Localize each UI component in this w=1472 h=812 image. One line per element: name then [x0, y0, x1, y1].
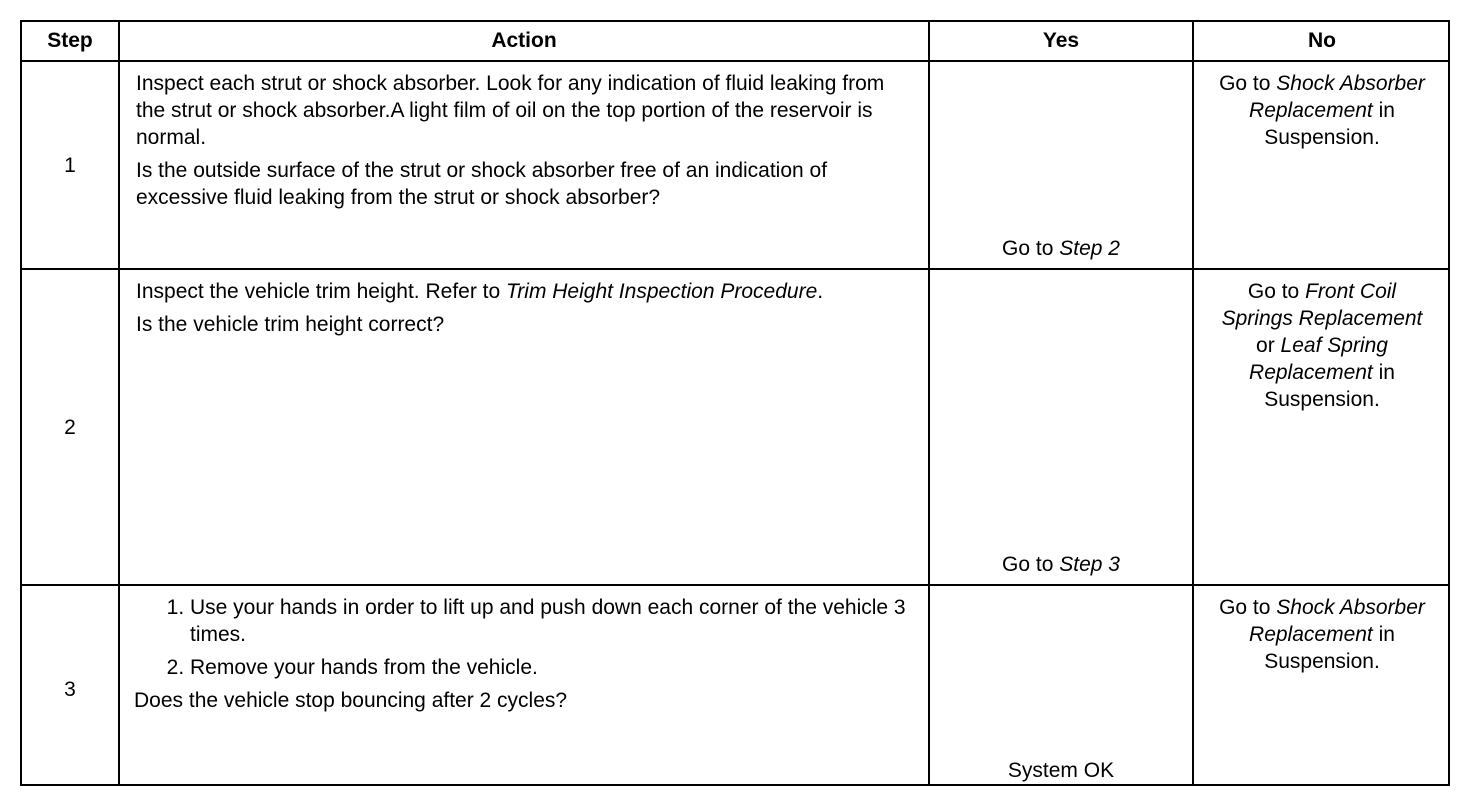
header-no: No [1308, 29, 1336, 52]
no-suffix: in Suspension. [1264, 99, 1395, 149]
no-procedure-link[interactable]: Shock Absorber Replacement [1249, 596, 1425, 646]
no-cell [1204, 594, 1440, 675]
step-number: 2 [64, 416, 76, 439]
action-question: Does the vehicle stop bouncing after 2 cycles? [134, 689, 568, 712]
action-cell [136, 70, 916, 217]
action-prefix: Inspect the vehicle trim height. Refer to [136, 280, 507, 303]
header-yes: Yes [1042, 29, 1080, 52]
action-cell [136, 278, 916, 344]
yes-step-link[interactable]: Step 2 [1059, 237, 1120, 260]
no-prefix: Go to [1247, 280, 1306, 303]
no-prefix: Go to [1219, 596, 1277, 619]
header-action: Action [491, 29, 557, 52]
action-question: Is the outside surface of the strut or shock absorber free of an indication of excessive fluid leaking from the strut or shock absorber? [136, 159, 828, 209]
yes-step-link[interactable]: Step 3 [1059, 553, 1120, 576]
step-number: 3 [64, 678, 76, 701]
row-divider [22, 584, 1448, 586]
no-procedure-link[interactable]: Shock Absorber Replacement [1249, 72, 1425, 122]
yes-cell [930, 235, 1192, 262]
action-list-item: 1. Use your hands in order to lift up and push down each corner of the vehicle 3 times. [190, 594, 924, 648]
no-prefix: Go to [1219, 72, 1277, 95]
action-question: Is the vehicle trim height correct? [136, 313, 445, 336]
yes-prefix: Go to [1002, 553, 1060, 576]
no-cell [1204, 70, 1440, 151]
header-step: Step [47, 29, 93, 52]
step-number: 1 [64, 154, 76, 177]
action-cell [134, 594, 924, 720]
no-suffix: in Suspension. [1264, 623, 1395, 673]
action-list-item: 2. Remove your hands from the vehicle. [190, 654, 924, 681]
action-instruction [136, 278, 916, 305]
column-divider [928, 22, 930, 784]
action-instruction: Inspect each strut or shock absorber. Look for any indication of fluid leaking from the strut or shock absorber.A light film of oil on the top portion of the reservoir is normal. [136, 72, 885, 149]
yes-cell [930, 551, 1192, 578]
no-mid: or [1256, 334, 1281, 357]
action-suffix: . [817, 280, 824, 303]
column-divider [118, 22, 120, 784]
yes-result: System OK [1007, 759, 1115, 782]
yes-prefix: Go to [1002, 237, 1060, 260]
no-cell [1204, 278, 1440, 413]
no-suffix: in Suspension. [1264, 361, 1395, 411]
no-procedure-link[interactable]: Leaf Spring Replacement [1249, 334, 1388, 384]
row-divider [22, 268, 1448, 270]
diagnostic-table [20, 20, 1450, 786]
column-divider [1192, 22, 1194, 784]
row-divider [22, 60, 1448, 62]
no-procedure-link[interactable]: Front Coil Springs Replacement [1221, 280, 1423, 330]
action-procedure-link[interactable]: Trim Height Inspection Procedure [506, 280, 818, 303]
